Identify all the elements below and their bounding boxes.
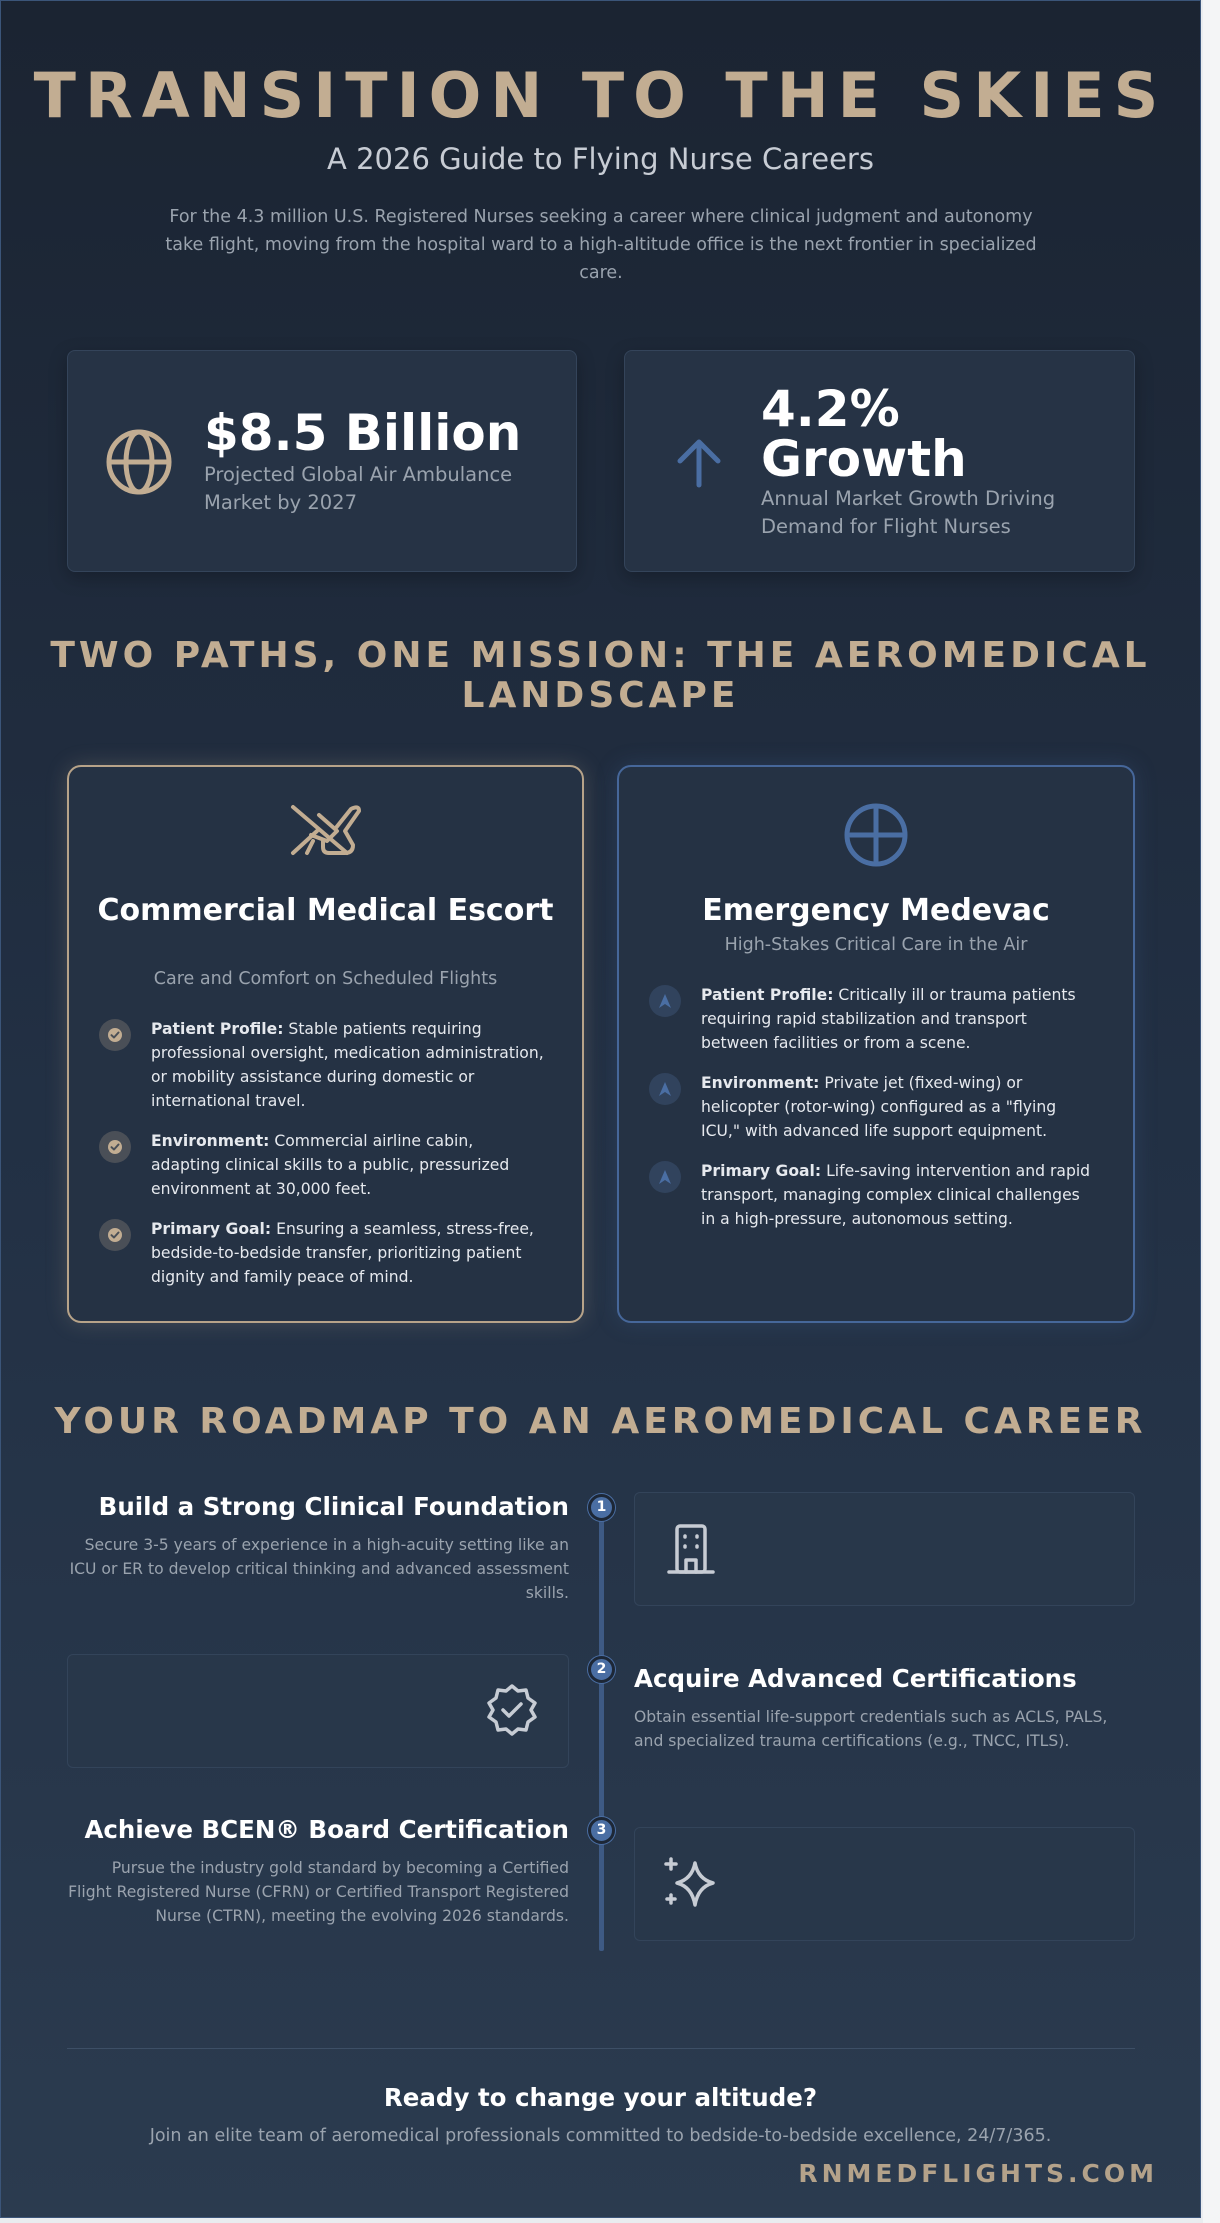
bullet-patient-profile (649, 983, 1097, 1055)
bullet-text: Primary Goal: Ensuring a seamless, stress-free, bedside-to-bedside transfer, prioritizing patient dignity and family peace of mind. (151, 1220, 534, 1286)
step-title: Achieve BCEN® Board Certification (84, 1815, 569, 1844)
bullet-text: Patient Profile: Critically ill or trauma patients requiring rapid stabilization and transport between facilities or from a scene. (701, 986, 1076, 1052)
timeline-line (599, 1509, 604, 1951)
path-title: Commercial Medical Escort (97, 893, 554, 928)
check-circle-icon (99, 1019, 131, 1051)
arrow-up-icon (675, 437, 723, 489)
path-title: Emergency Medevac (702, 893, 1050, 928)
bullet-text: Patient Profile: Stable patients requiring professional oversight, medication administration, or mobility assistance during domestic or international travel. (151, 1020, 544, 1110)
stat-label: Annual Market Growth Driving Demand for Flight Nurses (761, 487, 1056, 538)
hero-intro: For the 4.3 million U.S. Registered Nurses seeking a career where clinical judgment and autonomy take flight, moving from the hospital ward to a high-altitude office is the next frontier in specialized care. (165, 207, 1037, 283)
check-circle-icon (99, 1131, 131, 1163)
badge-check-icon (484, 1682, 540, 1738)
aircraft-icon (649, 985, 681, 1017)
stat-value: 4.2% Growth (761, 380, 967, 488)
page-scrollbar[interactable] (1203, 0, 1220, 2223)
bullet-text: Environment: Private jet (fixed-wing) or helicopter (rotor-wing) configured as a "flying ICU," with advanced life support equipment. (701, 1074, 1057, 1140)
brand-wordmark: RNMEDFLIGHTS.COM (798, 2159, 1158, 2188)
step-number: 3 (588, 1817, 615, 1844)
bullet-primary-goal (649, 1159, 1097, 1231)
roadmap-section-title: YOUR ROADMAP TO AN AEROMEDICAL CAREER (54, 1401, 1147, 1442)
bullet-primary-goal (99, 1217, 546, 1289)
path-card-medevac (617, 765, 1135, 1323)
check-circle-icon (99, 1219, 131, 1251)
hero-title: TRANSITION TO THE SKIES (33, 59, 1168, 132)
step-desc: Obtain essential life-support credentials such as ACLS, PALS, and specialized trauma certifications (e.g., TNCC, ITLS). (634, 1708, 1108, 1750)
medical-cross-icon (842, 801, 910, 869)
stat-card-market (67, 350, 577, 572)
step-icon-box (67, 1654, 569, 1768)
step-number: 1 (588, 1494, 615, 1521)
stat-card-growth (624, 350, 1135, 572)
plane-off-icon (289, 801, 363, 859)
path-tagline: High-Stakes Critical Care in the Air (724, 935, 1028, 955)
hospital-building-icon (663, 1522, 719, 1578)
footer-divider (67, 2048, 1135, 2049)
bullet-text: Primary Goal: Life-saving intervention and rapid transport, managing complex clinical challenges in a high-pressure, autonomous setting. (701, 1162, 1091, 1228)
bullet-patient-profile (99, 1017, 546, 1113)
step-number: 2 (588, 1656, 615, 1683)
globe-icon (104, 427, 174, 497)
path-tagline: Care and Comfort on Scheduled Flights (153, 969, 498, 989)
bullet-text: Environment: Commercial airline cabin, adapting clinical skills to a public, pressurized environment at 30,000 feet. (151, 1132, 510, 1198)
step-desc: Secure 3-5 years of experience in a high-acuity setting like an ICU or ER to develop critical thinking and advanced assessment skills. (69, 1536, 569, 1602)
hero-subtitle: A 2026 Guide to Flying Nurse Careers (327, 142, 874, 176)
cta-title: Ready to change your altitude? (383, 2083, 818, 2112)
step-icon-box (634, 1827, 1135, 1941)
step-icon-box (634, 1492, 1135, 1606)
aircraft-icon (649, 1073, 681, 1105)
stat-value: $8.5 Billion (204, 404, 522, 462)
step-desc: Pursue the industry gold standard by becoming a Certified Flight Registered Nurse (CFRN) or Certified Transport Registered Nurse (CTRN), meeting the evolving 2026 standards. (68, 1859, 569, 1925)
step-title: Build a Strong Clinical Foundation (98, 1492, 569, 1521)
aircraft-icon (649, 1161, 681, 1193)
path-card-commercial (67, 765, 584, 1323)
sparkles-icon (663, 1855, 721, 1913)
stat-label: Projected Global Air Ambulance Market by 2027 (204, 463, 513, 514)
bullet-environment (649, 1071, 1097, 1143)
bullet-environment (99, 1129, 546, 1201)
cta-text: Join an elite team of aeromedical professionals committed to bedside-to-bedside excellence, 24/7/365. (149, 2126, 1052, 2146)
paths-section-title: TWO PATHS, ONE MISSION: THE AEROMEDICAL LANDSCAPE (50, 635, 1151, 716)
step-title: Acquire Advanced Certifications (634, 1664, 1077, 1693)
